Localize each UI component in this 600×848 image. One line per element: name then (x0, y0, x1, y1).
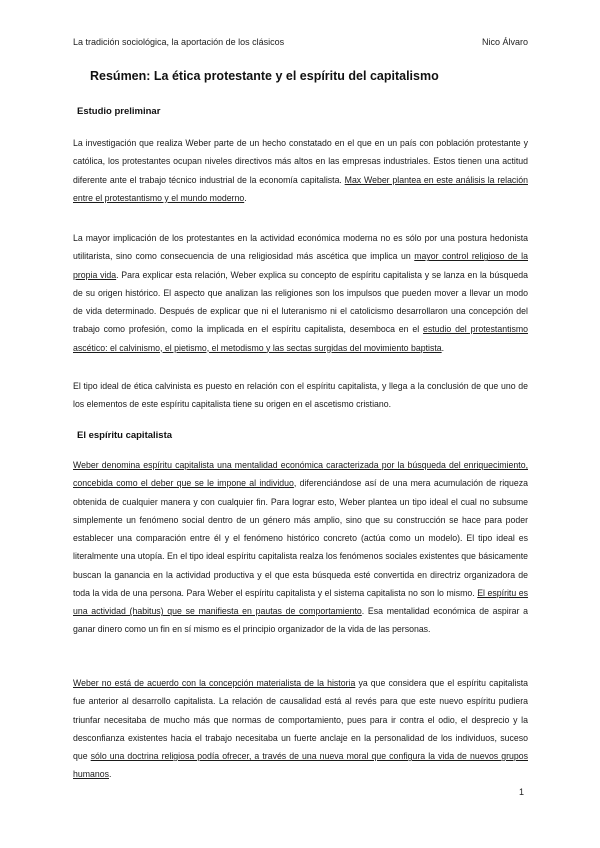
header-course-title: La tradición sociológica, la aportación de los clásicos (73, 37, 285, 47)
paragraph-1-text-b: . (244, 192, 247, 203)
paragraph-1-underline-1: Max Weber plantea en este análisis la relación entre el protestantismo y el mundo moderno (73, 174, 528, 203)
paragraph-2-text-b: . Para explicar esta relación, Weber explica su concepto de espíritu capitalista y se lanza en la búsqueda de su origen histórico. El aspecto que analizan las religiones son los impulsos que pueden mover a llevar un modo de vida determinado. Después de explicar que ni el luteranismo ni el catolicismo desarrollaron una concepción del trabajo como profesión, como la implicada en el espíritu capitalista, desemboca en el (73, 269, 528, 335)
paragraph-5-underline-1: Weber no está de acuerdo con la concepción materialista de la historia (73, 678, 356, 688)
page-number: 1 (518, 787, 524, 797)
paragraph-5-text-b: . (109, 769, 112, 780)
heading-estudio-preliminar: Estudio preliminar (77, 106, 161, 117)
paragraph-3: El tipo ideal de ética calvinista es puesto en relación con el espíritu capitalista, y llega a la conclusión de que uno de los elementos de este espíritu capitalista tiene su origen en el ascetismo cristiano. (73, 381, 528, 410)
paragraph-4-text-a: , diferenciándose así de una mera acumulación de riqueza obtenida de cualquier manera y con cualquier fin. Para lograr esto, Weber plantea un tipo ideal el cual no subsume simplemente un fenómeno social dentro de un género más amplio, sino que su construcción se hace para poder establecer una comparación entre él y el fenómeno histórico concreto (actúa como un modelo). El tipo ideal es literalmente una utopía. En el tipo ideal espíritu capitalista realza los fenómenos sociales existentes que básicamente buscan la ganancia en la actividad productiva y el que esta búsqueda esté convertida en directriz organizadora de toda la vida de una persona. Para Weber el espíritu capitalista y el sistema capitalista no son lo mismo. (73, 478, 529, 598)
header-author: Nico Álvaro (481, 37, 528, 47)
paragraph-2-underline-1: mayor control religioso de la propia vida (73, 251, 528, 280)
paragraph-2 (73, 229, 528, 357)
paragraph-4-underline-1: Weber denomina espíritu capitalista una mentalidad económica caracterizada por la búsqueda del enriquecimiento, concebida como el deber que se le impone al individuo (73, 460, 528, 489)
heading-espiritu-capitalista: El espíritu capitalista (77, 430, 173, 441)
document-title: Resúmen: La ética protestante y el espíritu del capitalismo (90, 69, 439, 83)
paragraph-2-text-c: . (441, 342, 445, 353)
paragraph-4-underline-2: El espíritu es una actividad (habitus) que se manifiesta en pautas de comportamiento (73, 587, 529, 616)
paragraph-5-text-a: ya que considera que el espíritu capitalista fue anterior al desarrollo capitalista. La relación de causalidad está al revés para que este nuevo espíritu pudiera triunfar necesitaba de mucho más que normas de comportamiento, pues para ir contra el odio, el desprecio y la desconfianza existentes hacia el trabajo necesitaba un fuerte anclaje en la personalidad de los individuos, suceso que (73, 678, 528, 761)
paragraph-2-underline-2: estudio del protestantismo ascético: el calvinismo, el pietismo, el metodismo y las sectas surgidas del movimiento baptista (73, 324, 528, 353)
paragraph-4 (73, 456, 528, 639)
paragraph-5 (73, 674, 528, 784)
paragraph-5-underline-2: sólo una doctrina religiosa podía ofrecer, a través de una nueva moral que configura la vida de nuevos grupos humanos (73, 751, 528, 780)
paragraph-4-text-b: . Esa mentalidad económica de aspirar a ganar dinero como un fin en sí mismo es el principio organizador de la vida de las personas. (73, 606, 529, 635)
paragraph-1 (73, 134, 528, 207)
paragraph-1-text-a: La investigación que realiza Weber parte de un hecho constatado en el que en un país con población protestante y católica, los protestantes ocupan niveles directivos más altos en las empresas industriales. Estos tienen una actitud diferente ante el trabajo técnico industrial de la economía capitalista. (73, 138, 528, 185)
paragraph-2-text-a: La mayor implicación de los protestantes en la actividad económica moderna no es sólo por una postura hedonista utilitarista, sino como consecuencia de una religiosidad más ascética que implica un (73, 233, 528, 262)
